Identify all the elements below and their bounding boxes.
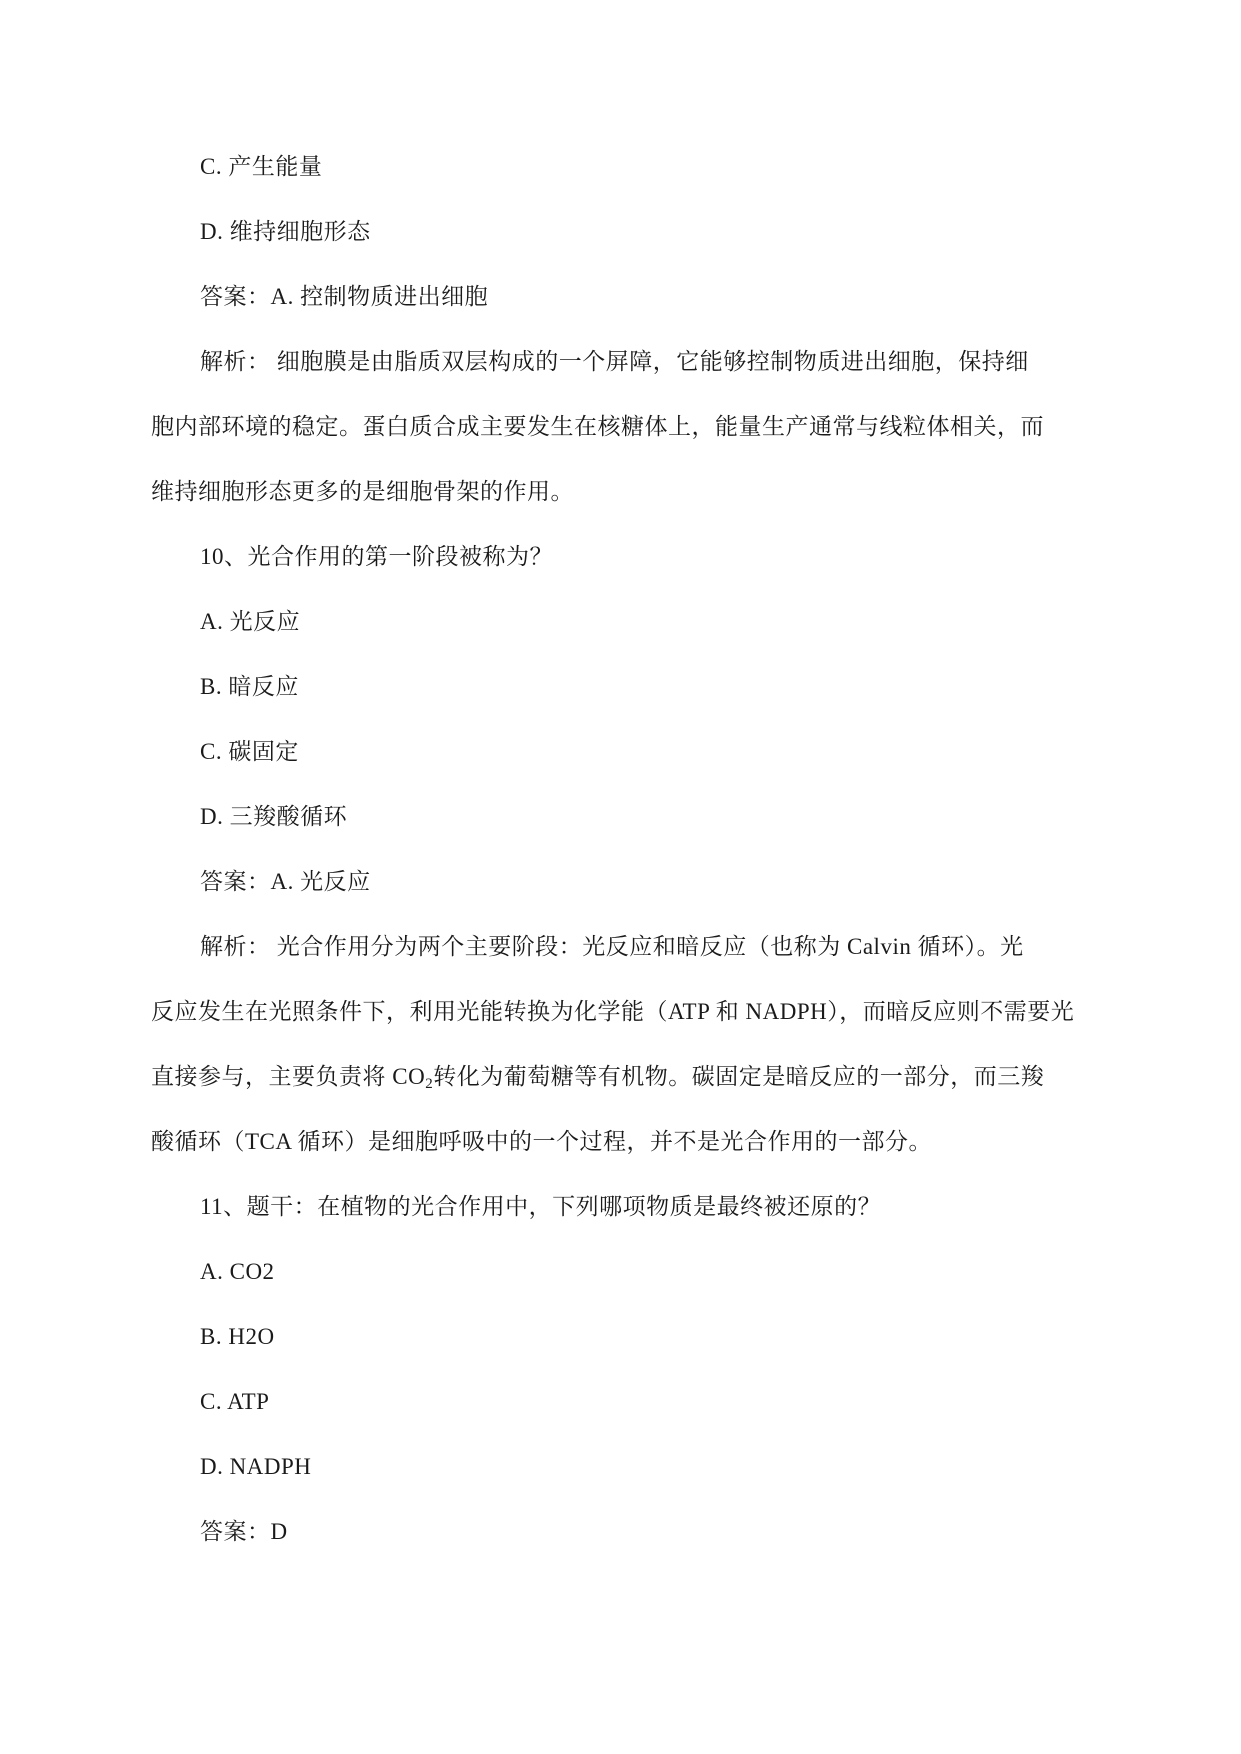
q9-analysis-line-3: 维持细胞形态更多的是细胞骨架的作用。 [151,479,574,504]
q10-option-a: A. 光反应 [200,609,301,634]
q9-option-c: C. 产生能量 [200,154,323,179]
q11-answer: 答案：D [200,1519,288,1544]
q9-option-d: D. 维持细胞形态 [200,219,371,244]
q11-option-b: B. H2O [200,1324,275,1349]
q10-question: 10、光合作用的第一阶段被称为？ [200,544,553,569]
q11-option-d: D. NADPH [200,1454,312,1479]
q9-analysis-line-2: 胞内部环境的稳定。蛋白质合成主要发生在核糖体上，能量生产通常与线粒体相关，而 [151,414,1044,439]
q10-option-b: B. 暗反应 [200,674,299,699]
q10-analysis-label: 解析： [200,934,277,959]
q10-analysis-line-3 [151,1062,1044,1092]
q9-analysis-label: 解析： [200,349,277,374]
q9-analysis-line-1 [200,347,1029,377]
q11-question: 11、题干：在植物的光合作用中，下列哪项物质是最终被还原的？ [200,1194,882,1219]
q10-analysis-text-3b: 转化为葡萄糖等有机物。碳固定是暗反应的一部分，而三羧 [433,1064,1045,1089]
q11-option-c: C. ATP [200,1389,270,1414]
q10-answer: 答案：A. 光反应 [200,869,371,894]
q10-option-d: D. 三羧酸循环 [200,804,348,829]
q11-option-a: A. CO2 [200,1259,275,1284]
q10-analysis-line-1 [200,932,1024,962]
q10-option-c: C. 碳固定 [200,739,299,764]
q9-answer: 答案：A. 控制物质进出细胞 [200,284,489,309]
q10-co2-subscript: 2 [425,1076,434,1092]
q10-analysis-text-1: 光合作用分为两个主要阶段：光反应和暗反应（也称为 Calvin 循环）。光 [276,934,1024,959]
q9-analysis-text-1: 细胞膜是由脂质双层构成的一个屏障，它能够控制物质进出细胞，保持细 [276,349,1029,374]
q10-analysis-line-2: 反应发生在光照条件下，利用光能转换为化学能（ATP 和 NADPH），而暗反应则不需要光 [151,999,1075,1024]
q10-analysis-text-3a: 直接参与，主要负责将 CO [151,1064,426,1089]
q10-analysis-line-4: 酸循环（TCA 循环）是细胞呼吸中的一个过程，并不是光合作用的一部分。 [151,1129,932,1154]
